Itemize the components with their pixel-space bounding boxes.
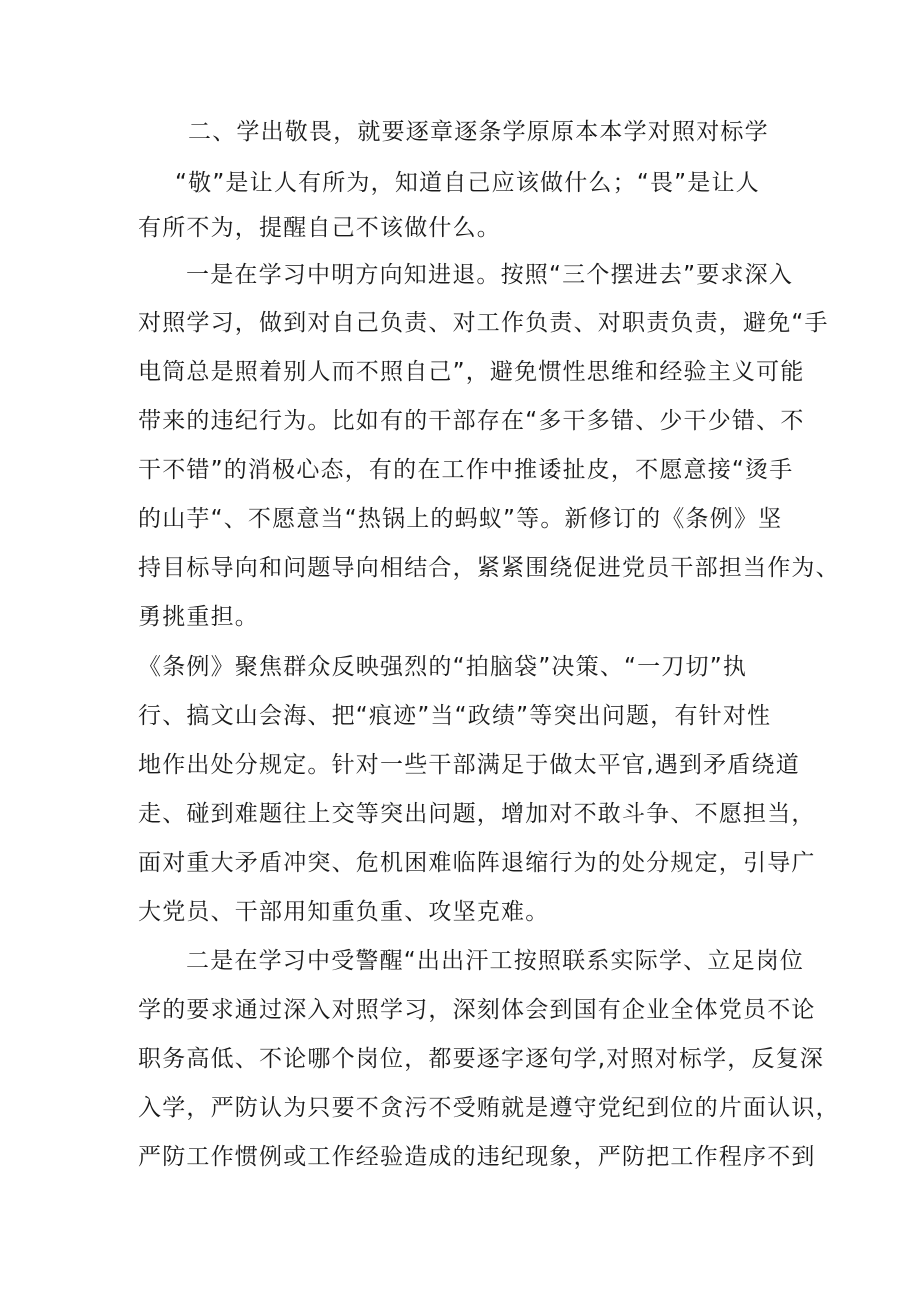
section-heading: 二、学出敬畏，就要逐章逐条学原原本本学对照对标学 <box>188 119 769 145</box>
text-line: 《条例》聚焦群众反映强烈的“拍脑袋”决策、“一刀切”执 <box>138 654 748 680</box>
text-line: 对照学习，做到对自己负责、对工作负责、对职责负责，避免“手 <box>138 310 829 336</box>
text-line: 电筒总是照着别人而不照自己”，避免惯性思维和经验主义可能 <box>138 359 805 385</box>
text-line: 带来的违纪行为。比如有的干部存在“多干多错、少干少错、不 <box>138 408 805 434</box>
text-line: 职务高低、不论哪个岗位，都要逐字逐句学,对照对标学，反复深 <box>138 1046 825 1072</box>
text-line: 面对重大矛盾冲突、危机困难临阵退缩行为的处分规定，引导广 <box>138 850 816 876</box>
text-line: “敬”是让人有所为，知道自己应该做什么；“畏”是让人 <box>175 170 760 196</box>
text-line: 大党员、干部用知重负重、攻坚克难。 <box>138 899 550 925</box>
text-line: 有所不为，提醒自己不该做什么。 <box>138 215 501 241</box>
text-line: 行、搞文山会海、把“痕迹”当“政绩”等突出问题，有针对性 <box>138 703 772 729</box>
text-line: 的山芋“、不愿意当“热锅上的蚂蚁”等。新修订的《条例》坚 <box>138 506 783 532</box>
text-line: 严防工作惯例或工作经验造成的违纪现象，严防把工作程序不到 <box>138 1144 816 1170</box>
text-line: 持目标导向和问题导向相结合，紧紧围绕促进党员干部担当作为、 <box>138 555 840 581</box>
text-line: 走、碰到难题往上交等突出问题，增加对不敢斗争、不愿担当， <box>138 801 816 827</box>
text-line: 地作出处分规定。针对一些干部满足于做太平官,遇到矛盾绕道 <box>138 752 800 778</box>
text-line: 入学，严防认为只要不贪污不受贿就是遵守党纪到位的片面认识， <box>138 1095 840 1121</box>
text-line: 勇挑重担。 <box>138 604 259 630</box>
text-line: 干不错”的消极心态，有的在工作中推诿扯皮，不愿意接“烫手 <box>138 457 794 483</box>
text-line: 学的要求通过深入对照学习，深刻体会到国有企业全体党员不论 <box>138 997 816 1023</box>
text-line: 一是在学习中明方向知进退。按照“三个摆进去”要求深入 <box>186 262 794 288</box>
text-line: 二是在学习中受警醒“出出汗工按照联系实际学、立足岗位 <box>186 948 805 974</box>
